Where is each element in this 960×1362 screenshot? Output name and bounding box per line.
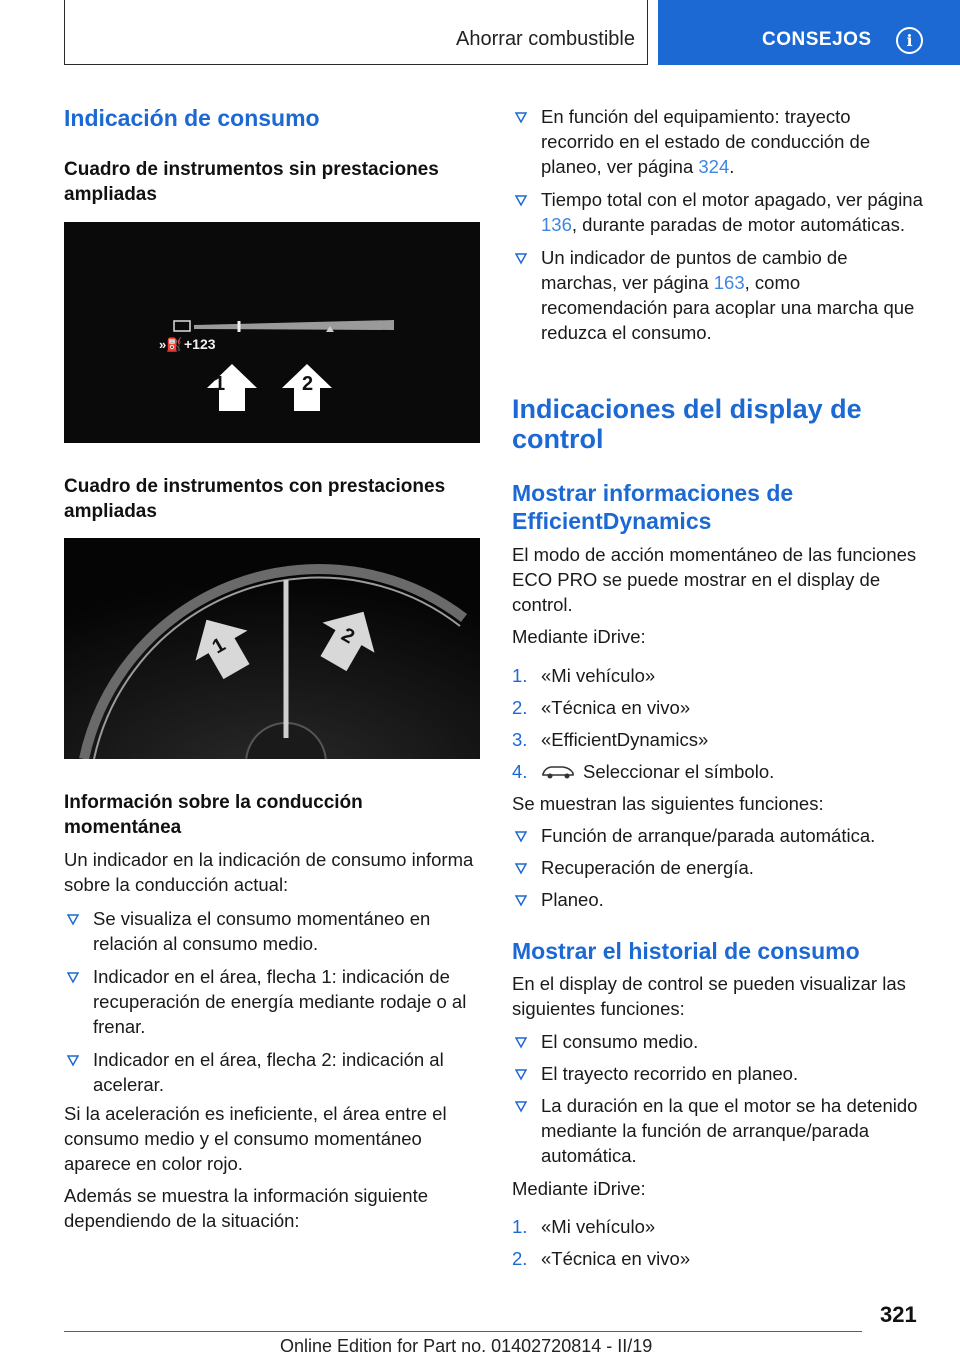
list-item: El trayecto recorrido en planeo. xyxy=(512,1061,928,1086)
bullet-list-funciones xyxy=(512,823,928,912)
list-item: Función de arranque/parada automática. xyxy=(512,823,928,848)
page-link-136[interactable]: 136 xyxy=(541,214,572,235)
subheading-sin-prestaciones: Cuadro de instrumentos sin prestaciones ampliadas xyxy=(64,159,439,205)
paragraph-mediante-idrive-1: Mediante iDrive: xyxy=(512,626,646,647)
steps-list-1 xyxy=(512,663,928,784)
cluster-basic-image xyxy=(64,222,480,443)
cluster-extended-svg xyxy=(64,538,480,759)
page-link-324[interactable]: 324 xyxy=(698,156,730,177)
list-item: 1. «Mi vehículo» xyxy=(512,665,656,686)
header-chapter-box xyxy=(658,0,960,65)
triangle-bullet-icon xyxy=(67,965,79,990)
triangle-bullet-icon xyxy=(515,246,527,271)
heading-historial-consumo: Mostrar el historial de consumo xyxy=(512,938,860,964)
arrow-1-label: 1 xyxy=(208,633,230,659)
triangle-bullet-icon xyxy=(515,105,527,130)
car-efficiency-icon xyxy=(541,762,575,780)
paragraph-ademas: Además se muestra la información siguiente dependiendo de la situación: xyxy=(64,1185,429,1231)
page-link-163[interactable]: 163 xyxy=(713,272,745,293)
list-item: 1. «Mi vehículo» xyxy=(512,1216,656,1237)
arrow-2-label: 2 xyxy=(337,623,359,649)
arrow-1-label: 1 xyxy=(214,373,226,395)
paragraph-aceleracion: Si la aceleración es ineficiente, el área entre el consumo medio y el consumo momentáneo aparece en color rojo. xyxy=(64,1103,447,1174)
triangle-bullet-icon xyxy=(515,824,527,849)
subheading-con-prestaciones: Cuadro de instrumentos con prestaciones ampliadas xyxy=(64,476,446,522)
info-icon[interactable]: i xyxy=(896,27,923,54)
list-item: Tiempo total con el motor apagado, ver página 136, durante paradas de motor automáticas. xyxy=(512,187,928,237)
page-number: 321 xyxy=(880,1302,917,1327)
triangle-bullet-icon xyxy=(515,1030,527,1055)
list-item: Indicador en el área, flecha 1: indicación de recuperación de energía mediante rodaje o al frenar. xyxy=(64,964,480,1039)
footer-divider xyxy=(64,1331,862,1332)
list-item: Indicador en el área, flecha 2: indicación al acelerar. xyxy=(64,1047,480,1097)
consumption-bar xyxy=(194,320,394,330)
cluster-basic-svg xyxy=(64,222,480,443)
list-item: La duración en la que el motor se ha detenido mediante la función de arranque/parada automática. xyxy=(512,1093,928,1168)
heading-mostrar-efficientdynamics: Mostrar informaciones de EfficientDynamics xyxy=(512,480,794,535)
bullet-list-left xyxy=(64,906,480,1097)
list-item: 3. «EfficientDynamics» xyxy=(512,729,709,750)
bullet-list-historial xyxy=(512,1029,928,1168)
cluster-extended-image xyxy=(64,538,480,759)
bullet-list-right-top xyxy=(512,104,928,345)
steps-list-2 xyxy=(512,1214,928,1271)
triangle-bullet-icon xyxy=(515,1062,527,1087)
paragraph-indicador: Un indicador en la indicación de consumo informa sobre la conducción actual: xyxy=(64,849,474,895)
triangle-bullet-icon xyxy=(515,856,527,881)
fuel-icon: »⛽ xyxy=(159,337,183,352)
header-section-title: Ahorrar combustible xyxy=(456,28,635,50)
arrow-2-label: 2 xyxy=(302,373,314,395)
list-item: 4. Seleccionar el símbolo. xyxy=(512,761,775,782)
list-item: Planeo. xyxy=(512,887,928,912)
header-chapter-title: CONSEJOS xyxy=(762,29,872,50)
paragraph-en-el-display: En el display de control se pueden visualizar las siguientes funciones: xyxy=(512,973,906,1019)
list-item: El consumo medio. xyxy=(512,1029,928,1054)
triangle-bullet-icon xyxy=(67,907,79,932)
paragraph-se-muestran: Se muestran las siguientes funciones: xyxy=(512,793,824,814)
triangle-bullet-icon xyxy=(515,188,527,213)
heading-indicacion-consumo: Indicación de consumo xyxy=(64,105,320,131)
subheading-informacion-conduccion: Información sobre la conducción momentánea xyxy=(64,792,363,838)
triangle-bullet-icon xyxy=(67,1048,79,1073)
list-item: 2. «Técnica en vivo» xyxy=(512,697,691,718)
paragraph-modo-eco-pro: El modo de acción momentáneo de las funciones ECO PRO se puede mostrar en el display de control. xyxy=(512,544,917,615)
header-section-box xyxy=(64,0,648,65)
consumption-value: +123 xyxy=(184,336,216,352)
heading-indicaciones-display: Indicaciones del display de control xyxy=(512,394,862,455)
footer-edition: Online Edition for Part no. 01402720814 - II/19 xyxy=(280,1336,653,1356)
list-item: Un indicador de puntos de cambio de marchas, ver página 163, como recomendación para acoplar una marcha que reduzca el consumo. xyxy=(512,245,928,345)
battery-icon xyxy=(174,321,190,331)
triangle-bullet-icon xyxy=(515,1094,527,1119)
list-item: Recuperación de energía. xyxy=(512,855,928,880)
list-item: En función del equipamiento: trayecto recorrido en el estado de conducción de planeo, ver página 324. xyxy=(512,104,928,179)
list-item: 2. «Técnica en vivo» xyxy=(512,1248,691,1269)
list-item: Se visualiza el consumo momentáneo en relación al consumo medio. xyxy=(64,906,480,956)
triangle-bullet-icon xyxy=(515,888,527,913)
paragraph-mediante-idrive-2: Mediante iDrive: xyxy=(512,1178,646,1199)
